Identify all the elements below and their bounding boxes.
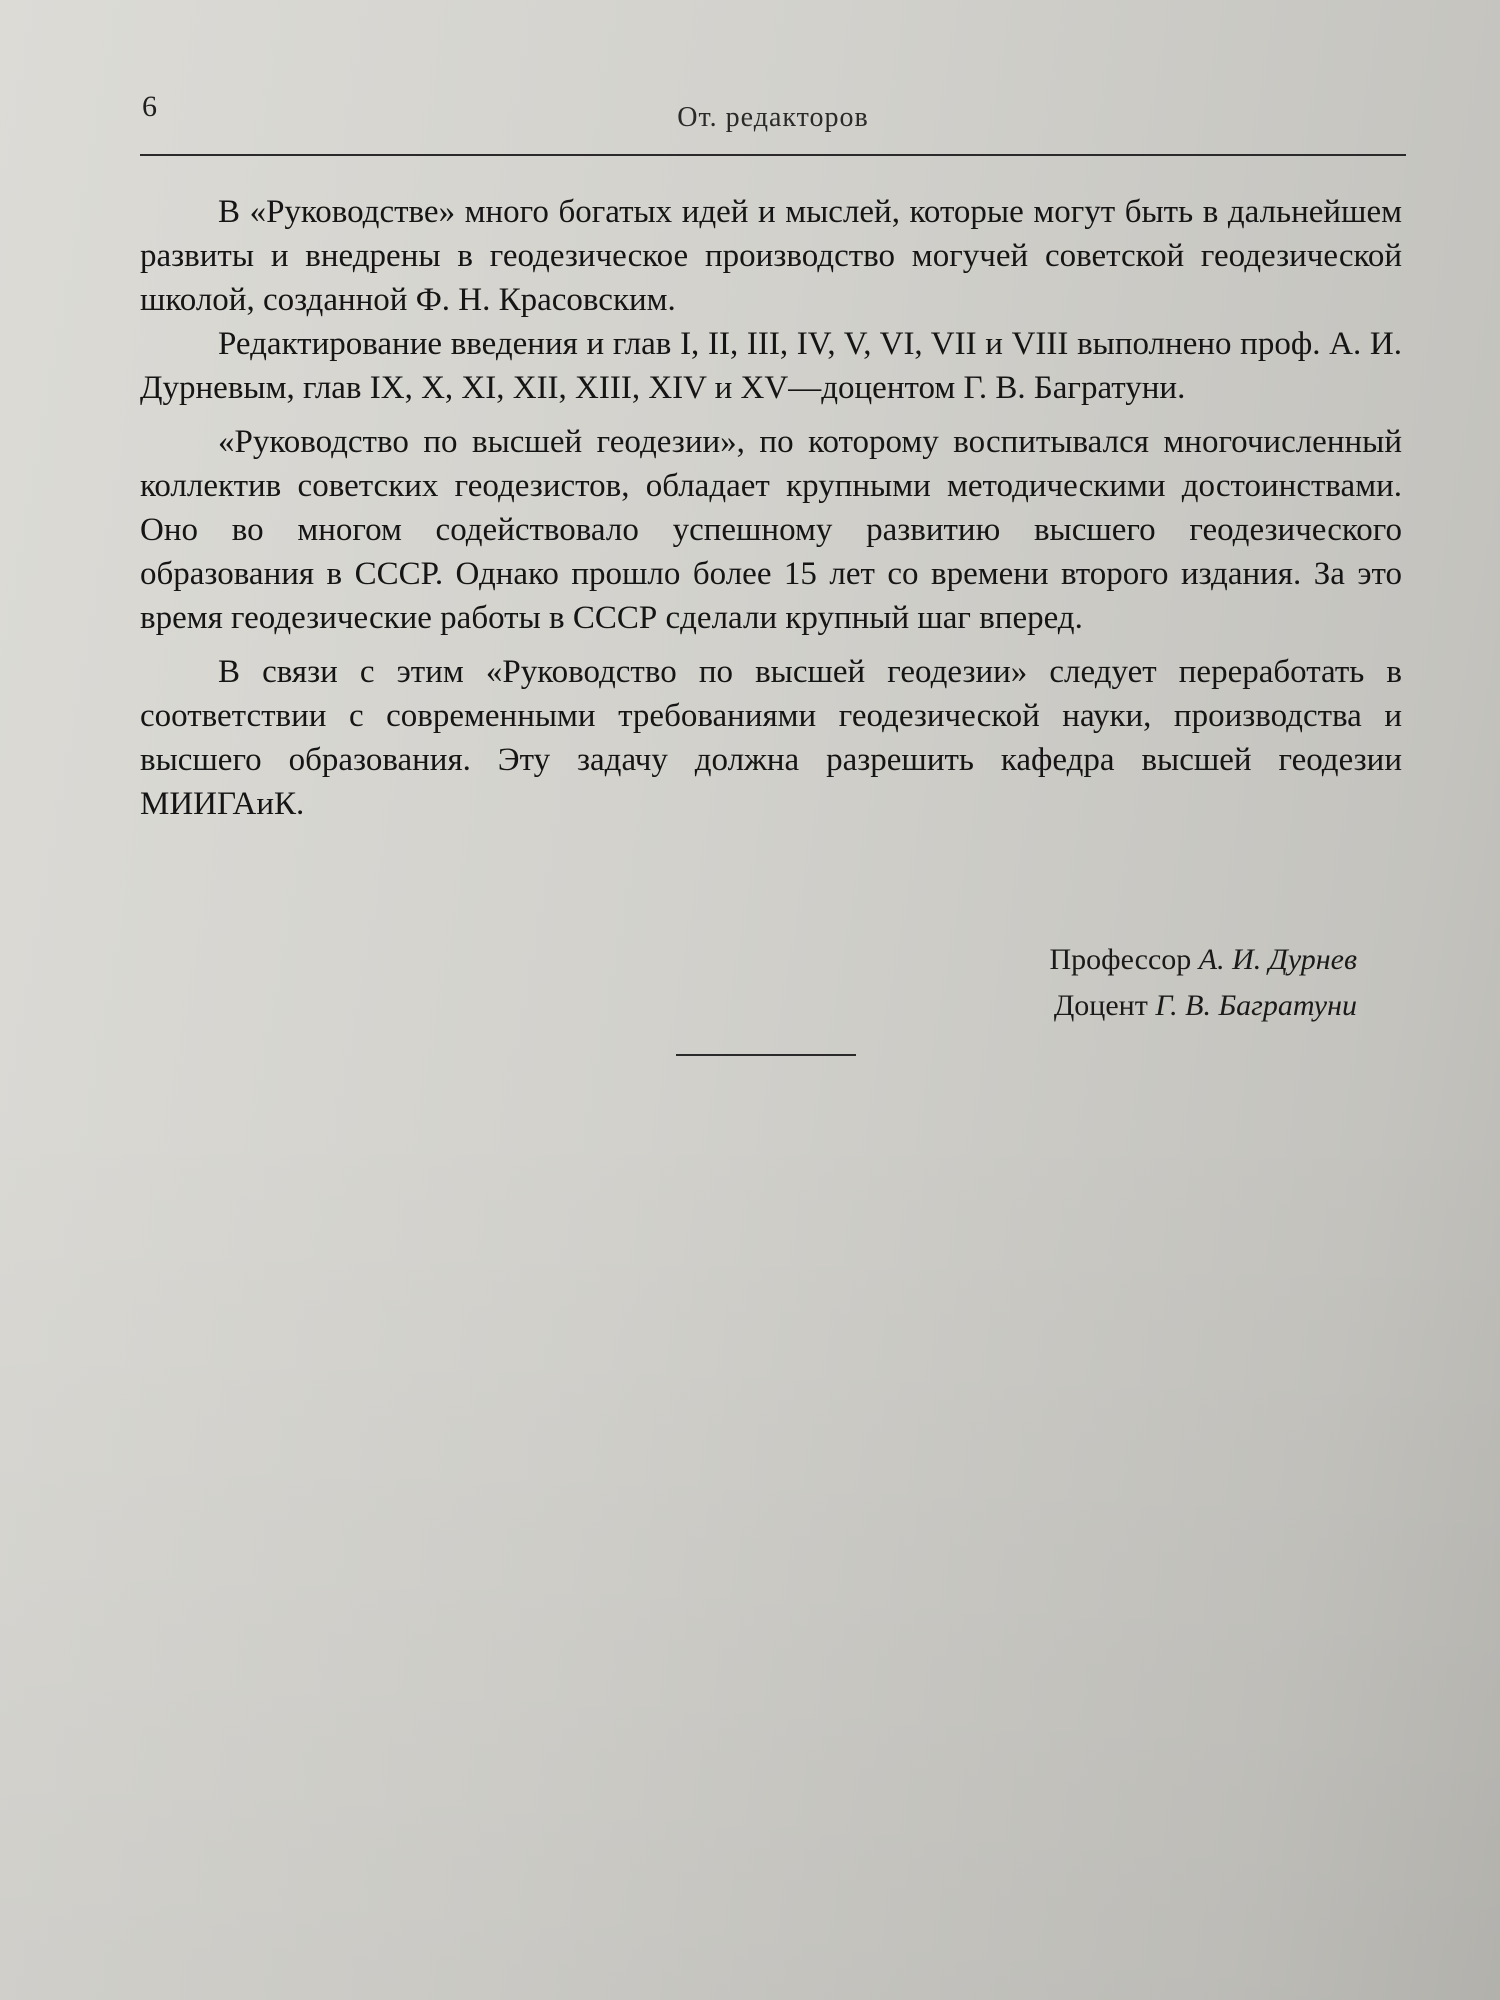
signature-name: А. И. Дурнев [1198, 943, 1357, 976]
signature-name: Г. В. Багратуни [1155, 989, 1357, 1022]
paragraph-4: В связи с этим «Руководство по высшей геодезии» следует переработать в соответствии с современными требованиями геодезической науки, производства и высшего образования. Эту задачу должна разрешить кафедра высшей геодезии МИИГАиК. [140, 654, 1402, 822]
signature-block [140, 937, 1357, 1029]
running-title: От. редакторов [677, 102, 869, 133]
signature-line [140, 937, 1357, 983]
paragraph-2: Редактирование введения и глав I, II, III, IV, V, VI, VII и VIII выполнено проф. А. И. Дурневым, глав IX, X, XI, XII, XIII, XIV и XV—доцентом Г. В. Багратуни. [140, 326, 1402, 406]
paragraph-1: В «Руководстве» много богатых идей и мыслей, которые могут быть в дальнейшем развиты и внедрены в геодезическое производство могучей советской геодезической школой, созданной Ф. Н. Красовским. [140, 194, 1402, 318]
signature-title: Профессор [1049, 943, 1192, 976]
signature-title: Доцент [1053, 989, 1148, 1022]
page-number: 6 [142, 90, 157, 123]
paragraph-3: «Руководство по высшей геодезии», по которому воспитывался многочисленный коллектив советских геодезистов, обладает крупными методическими достоинствами. Оно во многом содействовало успешному развитию высшего геодезического образования в СССР. Однако прошло более 15 лет со времени второго издания. За это время геодезические работы в СССР сделали крупный шаг вперед. [140, 424, 1402, 636]
signature-line [140, 983, 1357, 1029]
page-header [140, 84, 1406, 156]
paper-shading [0, 1100, 1500, 2000]
body-text [140, 190, 1402, 826]
section-end-rule [676, 1054, 856, 1056]
